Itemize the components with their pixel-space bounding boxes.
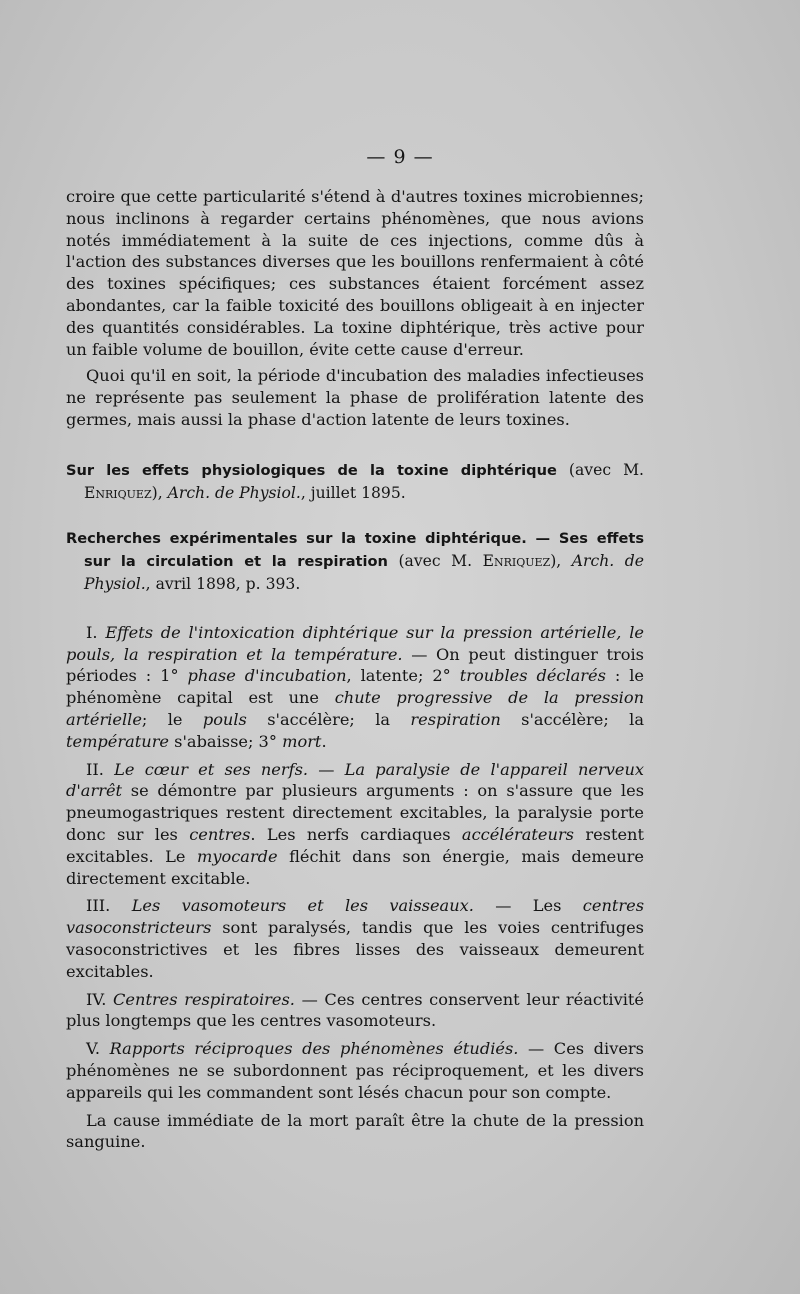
reference-date: , avril 1898, p. 393. <box>145 574 301 593</box>
reference-title: Recherches expérimentales sur la toxine diphtérique. — Ses effets sur la circulation et la respiration <box>66 529 644 570</box>
reference-journal: Arch. de Physiol. <box>84 551 644 593</box>
reference-date: , juillet 1895. <box>300 483 406 502</box>
section-3-vasomoteurs: III. Les vasomoteurs et les vaisseaux. — Les centres vasoconstricteurs sont paralysés, tandis que les voies centrifuges vasoconstrictives et les fibres lisses des vaisseaux demeurent excitables. <box>66 896 644 981</box>
section-number: II. <box>86 759 115 779</box>
paragraph-incubation: Quoi qu'il en soit, la période d'incubation des maladies infectieuses ne représente pas seulement la phase de prolifération latente des germes, mais aussi la phase d'action latente de leurs toxines. <box>66 366 644 429</box>
section-number: I. <box>86 622 106 642</box>
section-title: Effets de l'intoxication diphtérique sur la pression artérielle, le pouls, la respiration et la température. <box>66 622 644 664</box>
paragraph-cause-mort: La cause immédiate de la mort paraît être la chute de la pression sanguine. <box>66 1110 644 1152</box>
section-4-respiratoires: IV. Centres respiratoires. — Ces centres conservent leur réactivité plus longtemps que les centres vasomoteurs. <box>66 989 645 1031</box>
section-number: V. <box>86 1039 110 1059</box>
section-number: III. <box>86 896 132 916</box>
section-5-rapports: V. Rapports réciproques des phénomènes étudiés. — Ces divers phénomènes ne se subordonnent pas réciproquement, et les divers appareils qui les commandent sont lésés chacun pour son compte. <box>66 1039 644 1102</box>
page-body <box>66 186 644 1153</box>
reference-recherches-experimentales <box>66 527 644 596</box>
section-2-coeur: II. Le cœur et ses nerfs. — La paralysie de l'appareil nerveux d'arrêt se démontre par plusieurs arguments : on s'assure que les pneumogastriques restent directement excitables, la paralysie porte donc sur les centres. Les nerfs cardiaques accélérateurs restent excitables. Le myocarde fléchit dans son énergie, mais demeure directement excitable. <box>66 759 644 888</box>
paragraph-toxines: croire que cette particularité s'étend à d'autres toxines microbiennes; nous inclinons à regarder certains phénomènes, que nous avions notés immédiatement à la suite de ces injections, comme dûs à l'action des substances diverses que les bouillons renfermaient à côté des toxines spécifiques; ces substances étaient forcément assez abondantes, car la faible toxicité des bouillons obligeait à en injecter des quantités considérables. La toxine diphtérique, très active pour un faible volume de bouillon, évite cette cause d'erreur. <box>66 187 644 359</box>
section-title: Centres respiratoires. <box>113 989 295 1009</box>
reference-author: Enriquez <box>482 551 551 570</box>
reference-effets-physiologiques <box>66 459 644 505</box>
section-title: Les vasomoteurs et les vaisseaux. <box>131 896 474 916</box>
section-number: IV. <box>86 989 114 1009</box>
reference-post-author: ), <box>550 551 572 570</box>
section-title: Rapports réciproques des phénomènes étudiés. <box>109 1039 519 1059</box>
reference-pre-author: (avec M. <box>387 551 483 570</box>
reference-pre-author: (avec M. <box>556 460 644 479</box>
reference-post-author: ), <box>151 483 168 502</box>
section-title: Le cœur et ses nerfs. <box>114 759 309 779</box>
section-1-intoxication: I. Effets de l'intoxication diphtérique sur la pression artérielle, le pouls, la respiration et la température. — On peut distinguer trois périodes : 1° phase d'incubation, latente; 2° troubles déclarés : le phénomène capital est une chute progressive de la pression artérielle; le pouls s'accélère; la respiration s'accélère; la température s'abaisse; 3° mort. <box>66 622 644 751</box>
reference-title: Sur les effets physiologiques de la toxine diphtérique <box>66 461 557 479</box>
page-number: — 9 — <box>366 146 434 168</box>
reference-journal: Arch. de Physiol. <box>167 483 301 502</box>
reference-author: Enriquez <box>84 483 152 502</box>
